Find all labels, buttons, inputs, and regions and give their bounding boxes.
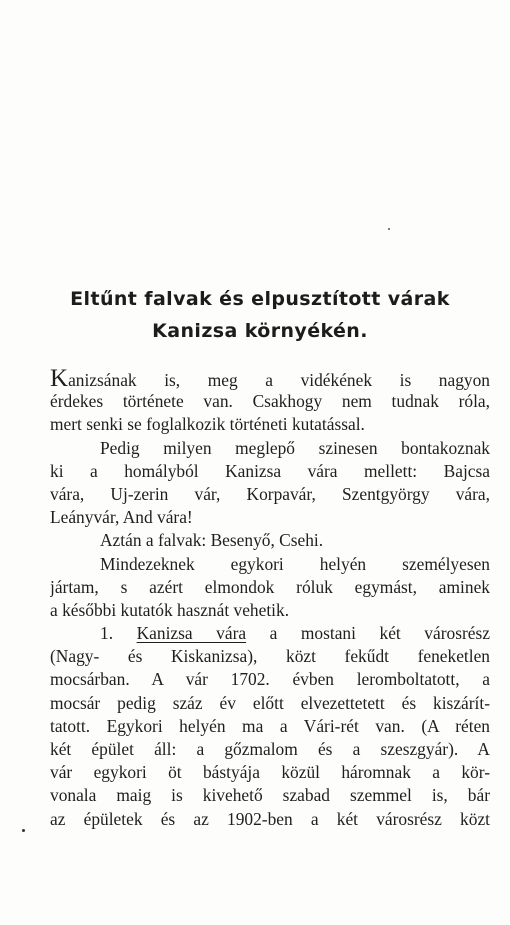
item-1-line-5: tatott. Egykori helyén ma a Vári-rét van. (A réten: [50, 715, 490, 736]
item-1-line-2: (Nagy- és Kiskanizsa), közt fekűdt feneketlen: [50, 646, 490, 667]
item-1-line-4: mocsár pedig száz év előtt elvezettetett és kiszárít-: [50, 692, 490, 713]
body-line-4: Pedig milyen meglepő szinesen bontakoznak: [100, 437, 490, 458]
item-1-line-3: mocsárban. A vár 1702. évben leromboltatott, a: [50, 669, 490, 690]
body-line-8: Aztán a falvak: Besenyő, Csehi.: [100, 530, 324, 551]
body-line-6: vára, Uj-zerin vár, Korpavár, Szentgyörgy vára,: [50, 483, 490, 504]
first-line-text: anizsának is, meg a vidékének is nagyon: [68, 370, 490, 390]
chapter-title-line-1: Eltűnt falvak és elpusztított várak: [70, 288, 450, 310]
item-1-line-7: vár egykori öt bástyája közül háromnak a kör-: [50, 762, 490, 783]
body-line-3: mert senki se foglalkozik történeti kutatással.: [50, 414, 365, 435]
margin-mark: [22, 829, 25, 832]
item-1-first-line-rest: a mostani két városrész: [269, 623, 490, 644]
body-line-5: ki a homályból Kanizsa vára mellett: Bajcsa: [50, 460, 490, 481]
body-line-9: Mindezeknek egykori helyén személyesen: [100, 553, 490, 574]
item-1-line-9: az épületek és az 1902-ben a két városrész közt: [50, 808, 490, 829]
body-line-2: érdekes története van. Csakhogy nem tudnak róla,: [50, 391, 490, 412]
item-1-line-8: vonala maig is kivehető szabad szemmel is, bár: [50, 785, 490, 806]
item-1-name: Kanizsa vára: [136, 623, 247, 644]
body-line-7: Leányvár, And vára!: [50, 507, 193, 528]
item-1-first-line: [50, 622, 490, 645]
body-text: [50, 367, 490, 831]
paper-speck: [388, 228, 390, 230]
initial-letter: K: [50, 367, 69, 391]
item-1-line-6: két épület áll: a gőzmalom és a szeszgyár). A: [50, 739, 490, 759]
chapter-title-line-2: Kanizsa környékén.: [152, 320, 368, 342]
body-line-11: a későbbi kutatók hasznát vehetik.: [50, 599, 290, 620]
item-1-number: 1.: [100, 623, 114, 644]
body-line-10: jártam, s azért elmondok róluk egymást, aminek: [50, 576, 490, 597]
body-line-1: [50, 367, 490, 390]
